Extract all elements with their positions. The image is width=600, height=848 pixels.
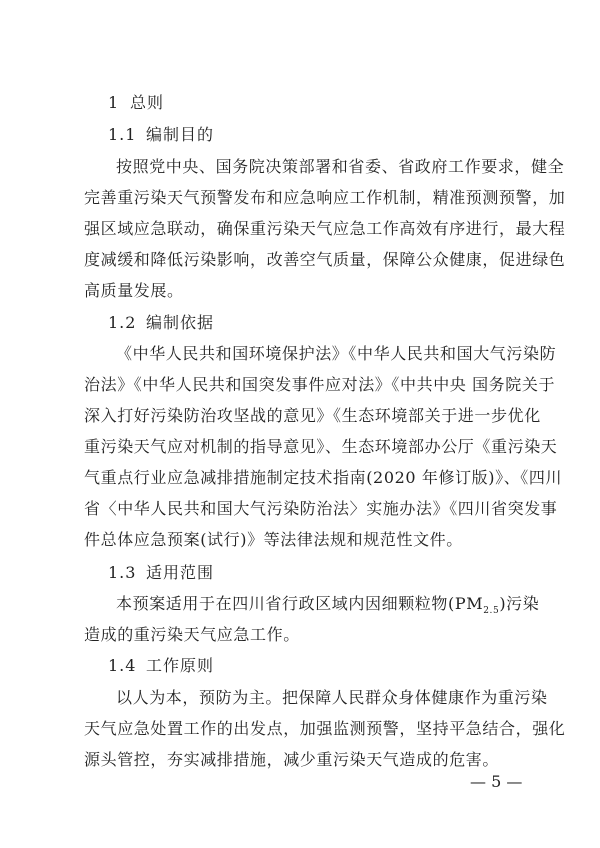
page-number: — 5 — <box>470 772 523 791</box>
section-1-4-number: 1.4 <box>108 656 137 675</box>
paragraph-line <box>116 594 540 617</box>
heading-1 <box>108 93 164 113</box>
paragraph-line: 造成的重污染天气应急工作。 <box>84 625 300 644</box>
paragraph-line: 天气应急处置工作的出发点，加强监测预警，坚持平急结合，强化 <box>84 719 566 738</box>
section-1-4-heading <box>108 656 214 676</box>
heading-1-number: 1 <box>108 93 120 112</box>
paragraph-line: 气重点行业应急减排措施制定技术指南(2020 年修订版)》、《四川 <box>84 468 563 487</box>
section-1-2-heading <box>108 313 214 333</box>
section-1-2-title: 编制依据 <box>146 313 215 332</box>
paragraph-line: 件总体应急预案(试行)》等法律法规和规范性文件。 <box>84 530 463 549</box>
paragraph-line: 按照党中央、国务院决策部署和省委、省政府工作要求，健全 <box>116 157 565 176</box>
paragraph-line: 《中华人民共和国环境保护法》《中华人民共和国大气污染防 <box>116 344 557 363</box>
section-1-4-title: 工作原则 <box>146 656 215 675</box>
paragraph-line: 深入打好污染防治攻坚战的意见》《生态环境部关于进一步优化 <box>84 406 541 425</box>
pm-subscript: 2.5 <box>483 606 500 617</box>
section-1-1-title: 编制目的 <box>146 125 215 144</box>
paragraph-line: 完善重污染天气预警发布和应急响应工作机制，精准预测预警，加 <box>84 188 566 207</box>
section-1-3-title: 适用范围 <box>146 563 215 582</box>
paragraph-line: 度减缓和降低污染影响，改善空气质量，保障公众健康，促进绿色 <box>84 250 566 269</box>
paragraph-line: 省〈中华人民共和国大气污染防治法〉实施办法》《四川省突发事 <box>84 499 558 518</box>
paragraph-line: 源头管控，夯实减排措施，减少重污染天气造成的危害。 <box>84 750 500 769</box>
section-1-1-number: 1.1 <box>108 125 137 144</box>
section-1-2-number: 1.2 <box>108 313 137 332</box>
paragraph-line: 重污染天气应对机制的指导意见》、生态环境部办公厅《重污染天 <box>84 437 558 456</box>
paragraph-line: 以人为本，预防为主。把保障人民群众身体健康作为重污染 <box>116 688 548 707</box>
section-1-3-number: 1.3 <box>108 563 137 582</box>
paragraph-line: 高质量发展。 <box>84 281 184 300</box>
heading-1-title: 总则 <box>130 93 165 112</box>
scope-text-prefix: 本预案适用于在四川省行政区域内因细颗粒物(PM <box>116 594 484 613</box>
section-1-3-heading <box>108 563 214 583</box>
section-1-1-heading <box>108 125 214 145</box>
paragraph-line: 治法》《中华人民共和国突发事件应对法》《中共中央 国务院关于 <box>84 375 556 394</box>
scope-text-suffix: )污染 <box>499 594 540 613</box>
paragraph-line: 强区域应急联动，确保重污染天气应急工作高效有序进行，最大程 <box>84 219 566 238</box>
